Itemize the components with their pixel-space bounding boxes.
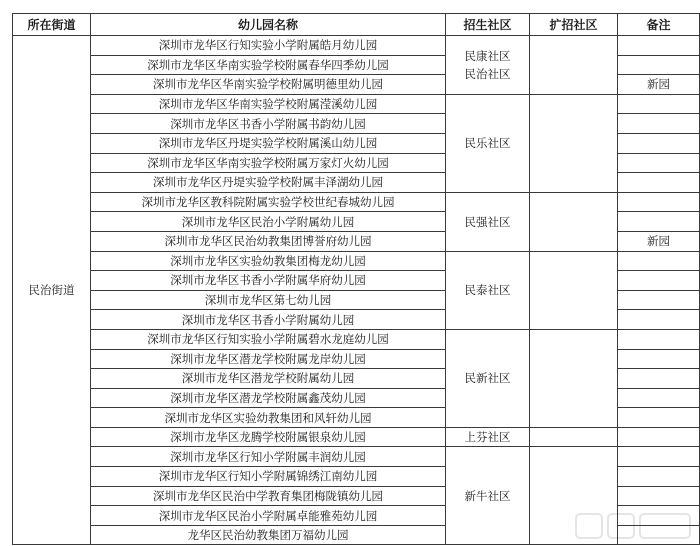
table-body: [13, 36, 700, 545]
remark-cell: [618, 290, 700, 310]
remark-cell: [618, 310, 700, 330]
remark-cell: [618, 173, 700, 193]
kindergarten-name-cell: 深圳市龙华区行知实验小学附属皓月幼儿园: [91, 36, 446, 56]
remark-cell: [618, 192, 700, 212]
header-enroll-community: 招生社区: [446, 14, 530, 36]
table-row: [13, 447, 700, 467]
kindergarten-name-cell: 深圳市龙华区潜龙学校附属龙岸幼儿园: [91, 349, 446, 369]
kindergarten-name-cell: 深圳市龙华区潜龙学校附属幼儿园: [91, 369, 446, 389]
kindergarten-name-cell: 深圳市龙华区书香小学附属幼儿园: [91, 310, 446, 330]
remark-cell: [618, 271, 700, 291]
kindergarten-table: [12, 13, 700, 545]
expand-community-cell: [530, 94, 618, 192]
remark-cell: 新园: [618, 231, 700, 251]
expand-community-cell: [530, 447, 618, 545]
expand-community-cell: [530, 192, 618, 251]
remark-cell: [618, 55, 700, 75]
kindergarten-name-cell: 深圳市龙华区行知实验小学附属碧水龙庭幼儿园: [91, 329, 446, 349]
remark-cell: [618, 133, 700, 153]
table-header: [13, 14, 700, 36]
remark-cell: [618, 486, 700, 506]
table-row: [13, 427, 700, 447]
kindergarten-name-cell: 深圳市龙华区民治小学附属卓能雅苑幼儿园: [91, 506, 446, 526]
kindergarten-name-cell: 深圳市龙华区第七幼儿园: [91, 290, 446, 310]
kindergarten-name-cell: 深圳市龙华区丹堤实验学校附属溪山幼儿园: [91, 133, 446, 153]
remark-cell: [618, 506, 700, 526]
remark-cell: [618, 349, 700, 369]
expand-community-cell: [530, 427, 618, 447]
kindergarten-name-cell: 深圳市龙华区民治幼教集团博誉府幼儿园: [91, 231, 446, 251]
enroll-community-cell: 上芬社区: [446, 427, 530, 447]
kindergarten-name-cell: 深圳市龙华区教科院附属实验学校世纪春城幼儿园: [91, 192, 446, 212]
kindergarten-name-cell: 深圳市龙华区潜龙学校附属鑫茂幼儿园: [91, 388, 446, 408]
kindergarten-name-cell: 深圳市龙华区华南实验学校附属滢溪幼儿园: [91, 94, 446, 114]
kindergarten-name-cell: 深圳市龙华区行知小学附属锦绣江南幼儿园: [91, 467, 446, 487]
street-cell: 民治街道: [13, 36, 91, 545]
remark-cell: [618, 369, 700, 389]
kindergarten-name-cell: 深圳市龙华区华南实验学校附属明德里幼儿园: [91, 75, 446, 95]
remark-cell: [618, 447, 700, 467]
kindergarten-name-cell: 深圳市龙华区民治小学附属幼儿园: [91, 212, 446, 232]
remark-cell: [618, 525, 700, 545]
remark-cell: [618, 94, 700, 114]
kindergarten-name-cell: 深圳市龙华区实验幼教集团梅龙幼儿园: [91, 251, 446, 271]
kindergarten-name-cell: 深圳市龙华区书香小学附属华府幼儿园: [91, 271, 446, 291]
kindergarten-name-cell: 深圳市龙华区行知小学附属丰润幼儿园: [91, 447, 446, 467]
remark-cell: [618, 114, 700, 134]
remark-cell: [618, 388, 700, 408]
header-remark: 备注: [618, 14, 700, 36]
remark-cell: [618, 212, 700, 232]
kindergarten-name-cell: 深圳市龙华区民治中学教育集团梅陇镇幼儿园: [91, 486, 446, 506]
enroll-community-cell: 新牛社区: [446, 447, 530, 545]
kindergarten-name-cell: 深圳市龙华区丹堤实验学校附属丰泽湖幼儿园: [91, 173, 446, 193]
table-row: [13, 192, 700, 212]
table-row: [13, 251, 700, 271]
kindergarten-name-cell: 深圳市龙华区书香小学附属书韵幼儿园: [91, 114, 446, 134]
table-row: [13, 36, 700, 56]
enroll-community-cell: 民强社区: [446, 192, 530, 251]
enroll-community-cell: 民泰社区: [446, 251, 530, 329]
remark-cell: [618, 329, 700, 349]
remark-cell: [618, 36, 700, 56]
expand-community-cell: [530, 36, 618, 95]
enroll-community-cell: 民乐社区: [446, 94, 530, 192]
remark-cell: 新园: [618, 75, 700, 95]
enroll-community-cell: 民康社区 民治社区: [446, 36, 530, 95]
remark-cell: [618, 153, 700, 173]
remark-cell: [618, 251, 700, 271]
remark-cell: [618, 427, 700, 447]
kindergarten-name-cell: 深圳市龙华区龙腾学校附属银泉幼儿园: [91, 427, 446, 447]
expand-community-cell: [530, 251, 618, 329]
remark-cell: [618, 467, 700, 487]
enroll-community-cell: 民新社区: [446, 329, 530, 427]
table-row: [13, 94, 700, 114]
header-expand-community: 扩招社区: [530, 14, 618, 36]
table-row: [13, 329, 700, 349]
remark-cell: [618, 408, 700, 428]
kindergarten-name-cell: 深圳市龙华区华南实验学校附属万家灯火幼儿园: [91, 153, 446, 173]
kindergarten-name-cell: 深圳市龙华区实验幼教集团和风轩幼儿园: [91, 408, 446, 428]
kindergarten-name-cell: 深圳市龙华区华南实验学校附属春华四季幼儿园: [91, 55, 446, 75]
header-kindergarten-name: 幼儿园名称: [91, 14, 446, 36]
kindergarten-name-cell: 龙华区民治幼教集团万福幼儿园: [91, 525, 446, 545]
expand-community-cell: [530, 329, 618, 427]
header-street: 所在街道: [13, 14, 91, 36]
header-row: [13, 14, 700, 36]
